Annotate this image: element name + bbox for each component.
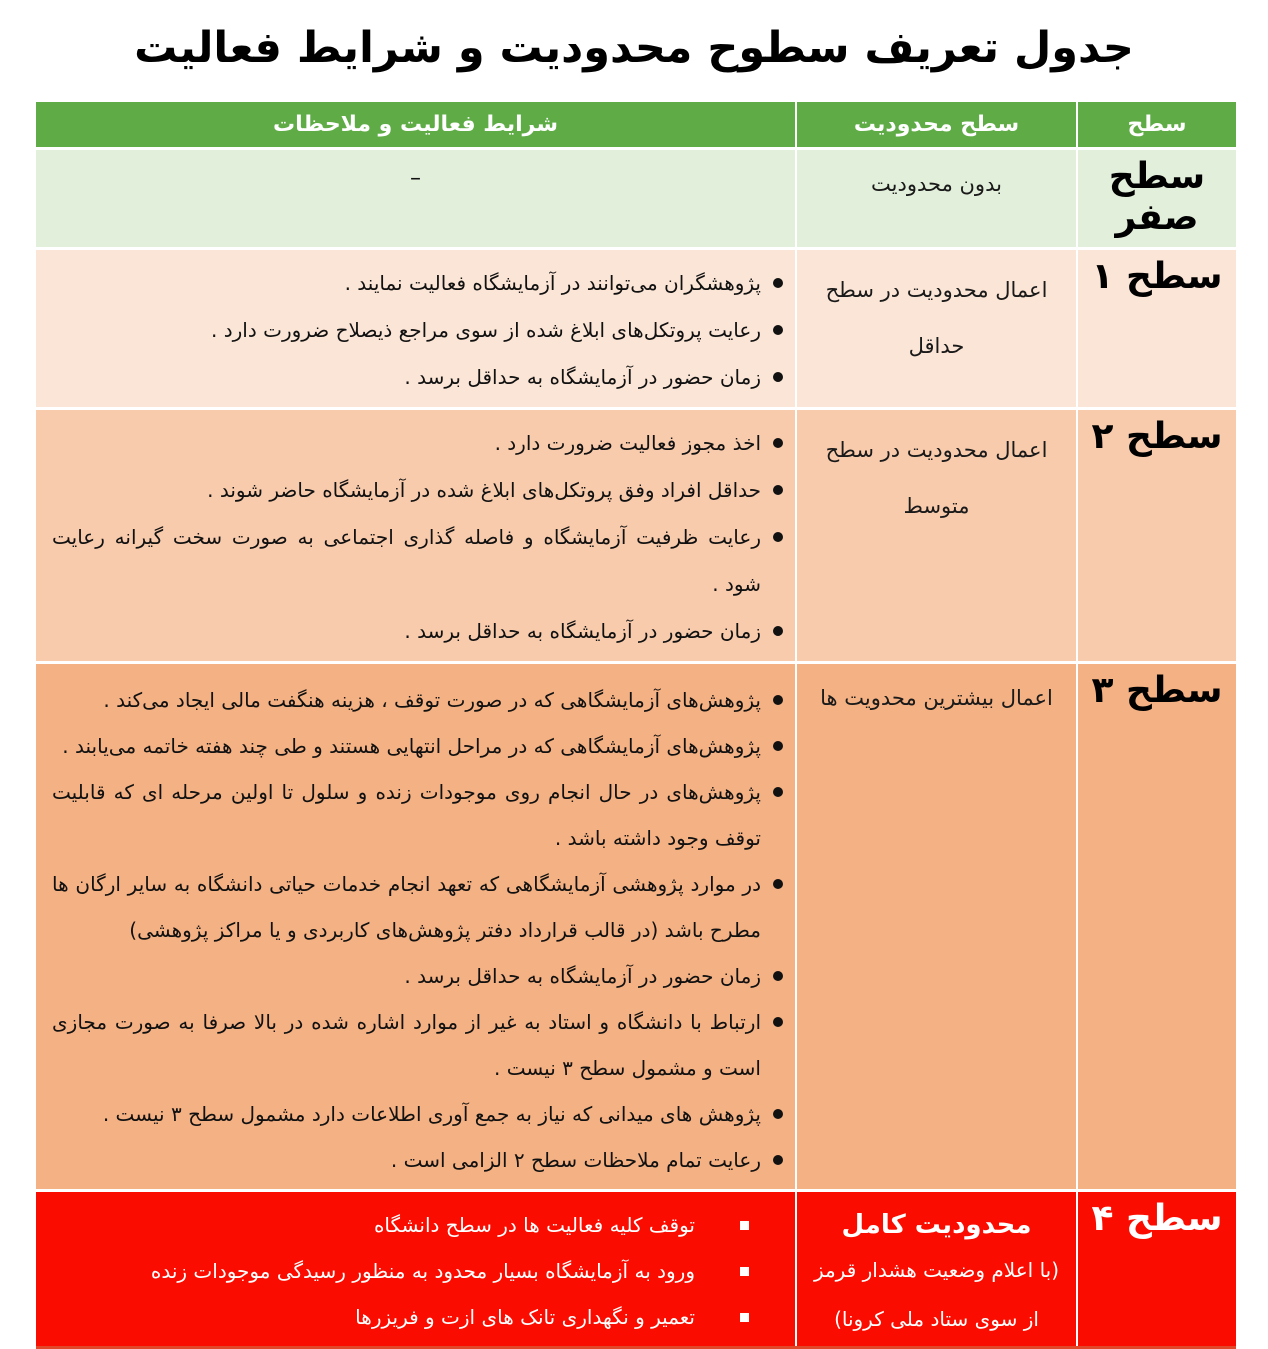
- condition-text: پژوهش‌های در حال انجام روی موجودات زنده و سلول تا اولین مرحله ای که قابلیت توقف وجود داشته باشد .: [52, 780, 761, 850]
- header-cell-restriction-level: سطح محدودیت: [797, 102, 1076, 147]
- condition-item: [42, 307, 795, 354]
- level-label: سطح ۳: [1078, 664, 1236, 1189]
- restriction-levels-table: [36, 102, 1236, 1349]
- bullet-icon: [773, 787, 783, 797]
- bullet-icon: [773, 325, 783, 335]
- condition-item: [42, 514, 795, 608]
- condition-text: رعایت پروتکل‌های ابلاغ شده از سوی مراجع ذیصلاح ضرورت دارد .: [211, 318, 761, 342]
- bullet-icon: [773, 1109, 783, 1119]
- condition-item: [42, 1091, 795, 1137]
- condition-text: در موارد پژوهشی آزمایشگاهی که تعهد انجام خدمات حیاتی دانشگاه به سایر ارگان ها مطرح باشد (در قالب قرارداد دفتر پژوهش‌های کاربردی و یا مراکز پژوهشی): [52, 872, 761, 942]
- square-bullet-icon: [740, 1221, 749, 1230]
- condition-item: [42, 953, 795, 999]
- restriction-level-text: [797, 664, 1076, 1189]
- restriction-line: بدون محدودیت: [871, 172, 1002, 196]
- conditions-placeholder-dash: –: [36, 150, 795, 247]
- level-label: سطح ۲: [1078, 410, 1236, 661]
- restriction-level-text: [797, 150, 1076, 247]
- bullet-icon: [773, 438, 783, 448]
- conditions-cell: [36, 250, 795, 407]
- condition-text: پژوهش‌های آزمایشگاهی که در صورت توقف ، هزینه هنگفت مالی ایجاد می‌کند .: [103, 688, 761, 712]
- condition-item: [42, 861, 795, 953]
- table-row-level-0: [36, 150, 1236, 247]
- condition-text: اخذ مجوز فعالیت ضرورت دارد .: [494, 431, 761, 455]
- condition-item: [42, 1202, 795, 1248]
- condition-text: ارتباط با دانشگاه و استاد به غیر از موارد اشاره شده در بالا صرفا به صورت مجازی است و مشمول سطح ۳ نیست .: [52, 1010, 761, 1080]
- condition-item: [42, 260, 795, 307]
- restriction-line: از سوی ستاد ملی کرونا): [834, 1307, 1039, 1331]
- conditions-cell: [36, 664, 795, 1189]
- conditions-list: [42, 1202, 795, 1340]
- square-bullet-icon: [740, 1267, 749, 1276]
- condition-text: رعایت ظرفیت آزمایشگاه و فاصله گذاری اجتماعی به صورت سخت گیرانه رعایت شود .: [52, 525, 761, 596]
- condition-text: رعایت تمام ملاحظات سطح ۲ الزامی است .: [390, 1148, 761, 1172]
- conditions-list: [42, 420, 795, 655]
- restriction-line: حداقل: [908, 334, 965, 358]
- condition-text: توقف کلیه فعالیت ها در سطح دانشگاه: [373, 1213, 695, 1237]
- table-row-level-1: [36, 250, 1236, 407]
- bullet-icon: [773, 879, 783, 889]
- restriction-level-text: [797, 410, 1076, 661]
- condition-text: پژوهشگران می‌توانند در آزمایشگاه فعالیت نمایند .: [344, 271, 761, 295]
- condition-text: ورود به آزمایشگاه بسیار محدود به منظور رسیدگی موجودات زنده: [150, 1259, 695, 1283]
- conditions-cell: [36, 410, 795, 661]
- bullet-icon: [773, 695, 783, 705]
- bullet-icon: [773, 971, 783, 981]
- header-row: [36, 102, 1236, 147]
- condition-item: [42, 1248, 795, 1294]
- condition-text: زمان حضور در آزمایشگاه به حداقل برسد .: [404, 964, 761, 988]
- table-row-level-4: [36, 1192, 1236, 1349]
- restriction-title: محدودیت کامل: [841, 1210, 1032, 1240]
- bullet-icon: [773, 278, 783, 288]
- restriction-line: (با اعلام وضعیت هشدار قرمز: [813, 1258, 1060, 1282]
- condition-item: [42, 723, 795, 769]
- restriction-level-text: [797, 250, 1076, 407]
- level-label: سطح صفر: [1078, 150, 1236, 247]
- restriction-line: متوسط: [903, 494, 970, 518]
- condition-text: حداقل افراد وفق پروتکل‌های ابلاغ شده در آزمایشگاه حاضر شوند .: [207, 478, 761, 502]
- condition-item: [42, 420, 795, 467]
- table-row-level-3: [36, 664, 1236, 1189]
- restriction-line: اعمال محدودیت در سطح: [825, 278, 1048, 302]
- condition-text: پژوهش های میدانی که نیاز به جمع آوری اطلاعات دارد مشمول سطح ۳ نیست .: [102, 1102, 761, 1126]
- header-cell-conditions: شرایط فعالیت و ملاحظات: [36, 102, 795, 147]
- conditions-cell: [36, 1192, 795, 1346]
- square-bullet-icon: [740, 1313, 749, 1322]
- condition-item: [42, 769, 795, 861]
- condition-text: زمان حضور در آزمایشگاه به حداقل برسد .: [404, 365, 761, 389]
- bullet-icon: [773, 485, 783, 495]
- conditions-list: [42, 260, 795, 401]
- condition-item: [42, 467, 795, 514]
- restriction-line: اعمال محدودیت در سطح: [825, 438, 1048, 462]
- condition-text: تعمیر و نگهداری تانک های ازت و فریزرها: [355, 1305, 695, 1329]
- bullet-icon: [773, 372, 783, 382]
- condition-item: [42, 608, 795, 655]
- header-cell-level: سطح: [1078, 102, 1236, 147]
- bullet-icon: [773, 626, 783, 636]
- condition-item: [42, 354, 795, 401]
- restriction-level-text: [797, 1192, 1076, 1346]
- condition-item: [42, 677, 795, 723]
- condition-item: [42, 1137, 795, 1183]
- condition-item: [42, 999, 795, 1091]
- table-row-level-2: [36, 410, 1236, 661]
- bullet-icon: [773, 1017, 783, 1027]
- condition-item: [42, 1294, 795, 1340]
- bullet-icon: [773, 532, 783, 542]
- level-label: سطح ۴: [1078, 1192, 1236, 1346]
- level-label: سطح ۱: [1078, 250, 1236, 407]
- bullet-icon: [773, 741, 783, 751]
- condition-text: پژوهش‌های آزمایشگاهی که در مراحل انتهایی هستند و طی چند هفته خاتمه می‌یابند .: [62, 734, 761, 758]
- restriction-line: اعمال بیشترین محدویت ها: [820, 686, 1053, 710]
- bullet-icon: [773, 1155, 783, 1165]
- condition-text: زمان حضور در آزمایشگاه به حداقل برسد .: [404, 619, 761, 643]
- page-title: جدول تعریف سطوح محدودیت و شرایط فعالیت: [134, 23, 1134, 73]
- conditions-list: [42, 677, 795, 1183]
